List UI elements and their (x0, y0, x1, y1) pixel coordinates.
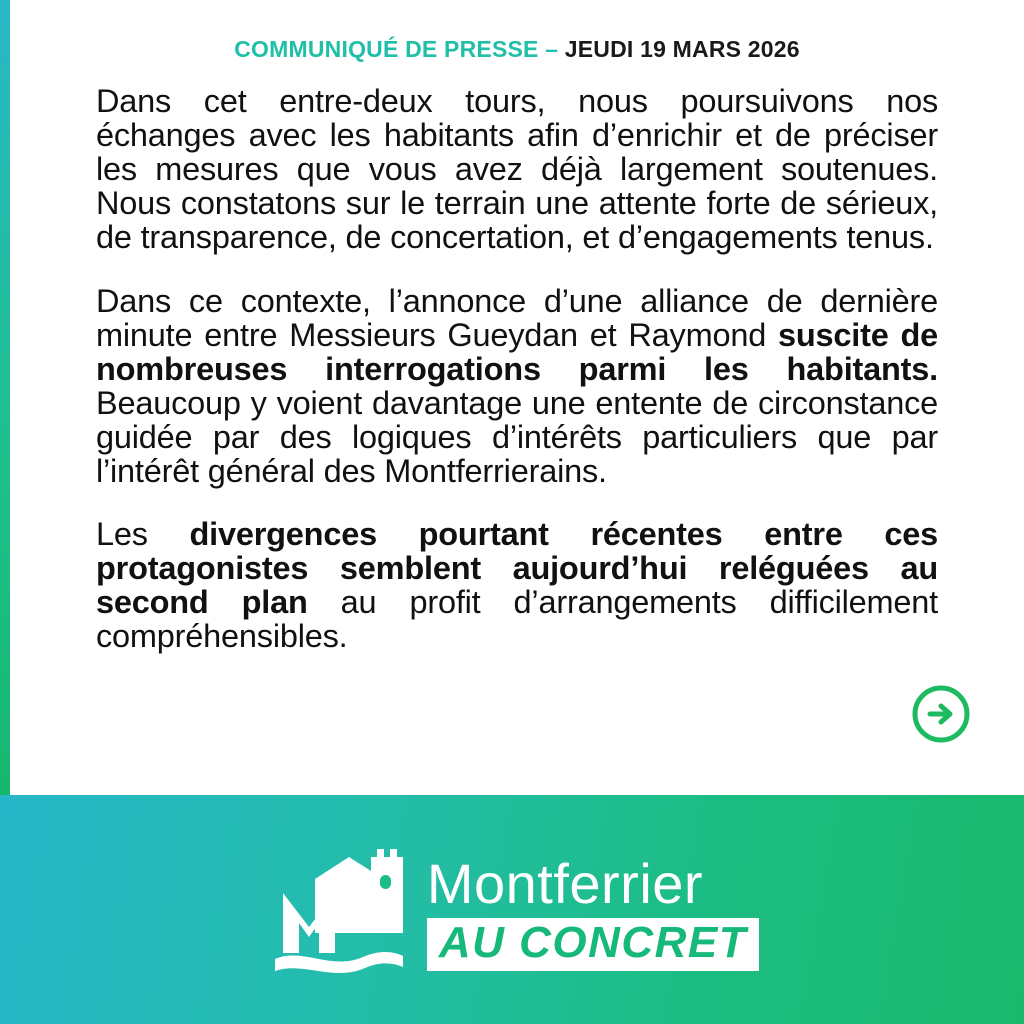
left-accent-bar (0, 0, 10, 795)
brand-subtitle: AU CONCRET (427, 918, 759, 971)
paragraph-3-bold: divergences pourtant récentes entre ces protagonistes semblent aujourd’hui reléguées au second plan (96, 516, 938, 621)
montferrier-m-castle-logo-icon (253, 835, 423, 985)
footer-band (0, 795, 1024, 1024)
brand-logo-text (426, 852, 759, 971)
paragraph-3 (96, 518, 938, 654)
paragraph-2-bold: suscite de nombreuses interrogations parmi les habitants. (96, 316, 938, 387)
header-separator: – (545, 36, 559, 62)
arrow-right-circle-icon[interactable] (912, 685, 970, 743)
paragraph-1-text: Dans cet entre-deux tours, nous poursuivons nos échanges avec les habitants afin d’enrichir et de préciser les mesures que vous avez déjà largement soutenues. Nous constatons sur le terrain une attente forte de sérieux, de transparence, de concertation, et d’engagements tenus. (96, 83, 938, 255)
paragraph-2 (96, 282, 938, 489)
header-line (10, 0, 1024, 63)
paragraph-3-text-b: au profit d’arrangements difficilement compréhensibles. (96, 584, 939, 655)
header-date: JEUDI 19 MARS 2026 (564, 36, 800, 62)
paragraph-1 (96, 85, 938, 255)
paragraph-2-text-a: Dans ce contexte, l’annonce d’une alliance de dernière minute entre Messieurs Gueydan et Raymond (96, 282, 938, 353)
press-release-body (10, 63, 1024, 654)
paragraph-3-text-a: Les (96, 516, 190, 553)
brand-title: Montferrier (426, 852, 704, 916)
paragraph-2-text-b: Beaucoup y voient davantage une entente de circonstance guidée par des logiques d’intérêts particuliers que par l’intérêt général des Montferrierains. (96, 384, 938, 489)
brand-logo (253, 835, 759, 985)
press-release-card (10, 0, 1024, 795)
header-label: COMMUNIQUÉ DE PRESSE (234, 36, 539, 62)
